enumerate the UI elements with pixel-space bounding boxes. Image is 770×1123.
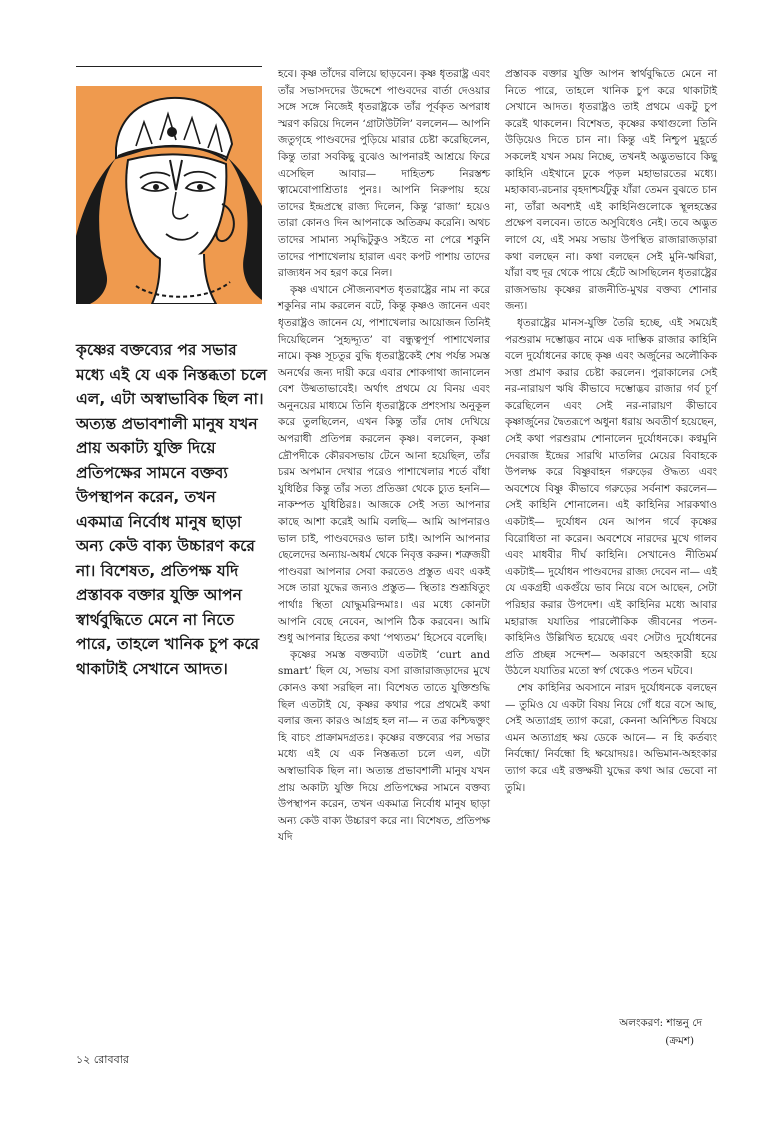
crown-jewel [167,127,177,137]
krishna-illustration-art [76,86,262,304]
left-pupil [153,184,159,190]
page-folio: ১২ রোববার [76,1053,129,1066]
article-column-middle [278,66,490,846]
column2-paragraph-1: হবে। কৃষ্ণ তাঁদের বলিয়ে ছাড়বেন। কৃষ্ণ ধৃতরাষ্ট্র এবং তাঁর সভাসদদের উদ্দেশে পাণ্ডবদের বার্তা দেওয়ার সঙ্গে সঙ্গে নিজেই ধৃতরাষ্ট্রকে তাঁর পূর্বকৃত অপরাধ স্মরণ করিয়ে দিলেন ‘গ্রাটাউটলি’ বললেন— আপনি জতুগৃহে পাণ্ডবদের পুড়িয়ে মারার চেষ্টা করেছিলেন, কিন্তু তারা সবকিছু বুঝেও আপনারই আশ্রয়ে ফিরে এসেছিল আবার— দাহিতশ্চ নিরস্তশ্চ ত্বামেবোপাশ্রিতাঃ পুনঃ। আপনি নিরুপায় হয়ে তাদের ইন্দ্রপ্রস্থে রাজ্য দিলেন, কিন্তু ‘রাজা’ হয়েও তারা কোনও দিন আপনাকে অতিক্রম করেনি। অথচ তাদের সামান্য সমৃদ্ধিটুকুও সইতে না পেরে শকুনি তাদের পাশাখেলায় হারাল এবং কপট পাশায় তাদের রাজ্যধন সব হরণ করে নিল। [278,68,490,280]
continued-label: (ক্রমশ) [665,1035,694,1047]
column3-paragraph-1: প্রস্তাবক বক্তার যুক্তি আপন স্বার্থবুদ্ধিতে মেনে না নিতে পারে, তাহলে খানিক চুপ করে থাকাটাই সেখানে আদত। ধৃতরাষ্ট্রও তাই প্রথমে একটু চুপ করেই থাকলেন। বিশেষত, কৃষ্ণের কথাগুলো তিনি উড়িয়েও দিতে চান না। কিন্তু এই নিশ্চুপ মুহূর্তে সকলেই যখন সময় নিচ্ছে, তখনই অদ্ভুতভাবে কিছু কাহিনি এইখানে ঢুকে পড়ল মহাভারতের মধ্যে। মহাকাব্য-রচনার বৃহদাশ্চর্যটুকু যাঁরা তেমন বুঝতে চান না, তাঁরা অবশ্যই এই কাহিনিগুলোকে স্থূলহস্তের প্রক্ষেপ বলবেন। তাতে অসুবিধেও নেই। তবে অদ্ভুত লাগে যে, এই সময় সভায় উপস্থিত রাজারাজড়ারা কথা বলছেন না। কথা বলছেন সেই মুনি-ঋষিরা, যাঁরা বহু দূর থেকে পায়ে হেঁটে আসছিলেন ধৃতরাষ্ট্রের রাজসভায় কৃষ্ণের রাজনীতি-মুখর বক্তব্য শোনার জন্য। [505,68,717,313]
krishna-illustration [76,86,262,304]
column2-paragraph-2: কৃষ্ণ এখানে সৌজন্যবশত ধৃতরাষ্ট্রের নাম না করে শকুনির নাম করলেন বটে, কিন্তু কৃষ্ণও জানেন এবং ধৃতরাষ্ট্রও জানেন যে, পাশাখেলার আয়োজন তিনিই দিয়েছিলেন ‘সুহৃদ্দ্যূত’ বা বন্ধুত্বপূর্ণ পাশাখেলার নামে। কৃষ্ণ সূচতুর বুদ্ধি ধৃতরাষ্ট্রকেই শেষ পর্যন্ত সমস্ত অনর্থের জন্য দায়ী করে এবার শোকগাথা জানালেন বেশ উষ্মতাভাবেই। অর্থাৎ প্রথমে যে বিনয় এবং অনুনয়ের মাধ্যমে তিনি ধৃতরাষ্ট্রকে প্রশংসায় অনুকূল করে তুলছিলেন, এখন কিন্তু তাঁর দোষ দেখিয়ে অপরাধী প্রতিপন্ন করলেন কৃষ্ণ। বললেন, কৃষ্ণা দ্রৌপদীকে কৌরবসভায় টেনে আনা হয়েছিল, তাঁর চরম অপমান দেখার পরেও পাশাখেলার শর্তে বাঁধা যুধিষ্ঠির কিন্তু তাঁর সত্য প্রতিজ্ঞা থেকে চ্যুত হননি— নাকম্পত যুধিষ্ঠিরঃ। আজকে সেই সত্য আপনার কাছে আশা করেই আমি বলছি— আমি আপনারও ভাল চাই, পাণ্ডবদেরও ভাল চাই। আপনি আপনার ছেলেদের অন্যায়-অধর্ম থেকে নিবৃত্ত করুন। শত্রুজয়ী পাণ্ডবরা আপনার সেবা করতেও প্রস্তুত এবং একই সঙ্গে তারা যুদ্ধের জন্যও প্রস্তুত— স্থিতাঃ শুশ্রূষিতুং পার্থাঃ স্থিতা যোদ্ধুমরিন্দমাঃ। এর মধ্যে কোনটা আপনি বেছে নেবেন, আপনি ঠিক করবেন। আমি শুধু আপনার হিতের কথা ‘পথ্যতম’ হিসেবে বলেছি। [278,283,490,645]
column3-paragraph-2: ধৃতরাষ্ট্রের মানস-যুক্তি তৈরি হচ্ছে, এই সময়েই পরশুরাম দম্ভোদ্ভব নামে এক দাম্ভিক রাজার কাহিনি বলে দুর্যোধনের কাছে কৃষ্ণ এবং অর্জুনের অলৌকিক সত্তা প্রমাণ করার চেষ্টা করলেন। পুরাকালের সেই নর-নারায়ণ ঋষি কীভাবে দম্ভোদ্ভব রাজার গর্ব চূর্ণ করেছিলেন এবং সেই নর-নারায়ণ কীভাবে কৃষ্ণার্জুনের দ্বৈতরূপে অধুনা ধরায় অবতীর্ণ হয়েছেন, সেই কথা পরশুরাম শোনালেন দুর্যোধনকে। কণ্বমুনি দেবরাজ ইন্দ্রের সারথি মাতলির মেয়ের বিবাহকে উপলক্ষ করে বিষ্ণুবাহন গরুড়ের ঔদ্ধত্য এবং অবশেষে বিষ্ণু কীভাবে গরুড়ের সর্বনাশ করলেন— সেই কাহিনি শোনালেন। এই কাহিনির সারকথাও একটাই— দুর্যোধন যেন আপন গর্বে কৃষ্ণের বিরোধিতা না করেন। অবশেষে নারদের মুখে গালব এবং মাধবীর দীর্ঘ কাহিনি। সেখানেও নীতিমর্ম একটাই— দুর্যোধন পাণ্ডবদের রাজ্য দেবেন না— এই যে একগ্রহী একগুঁয়ে ভাব নিয়ে বসে আছেন, সেটা পরিহার করার উপদেশ। এই কাহিনির মধ্যে আবার মহারাজ যযাতির পারলৌকিক জীবনের পতন-কাহিনিও উল্লিখিত হয়েছে এবং সেটাও দুর্যোধনের প্রতি প্রচ্ছন্ন সন্দেশ— অকারণে অহংকারী হয়ে উঠলে যযাতির মতো স্বর্গ থেকেও পতন ঘটবে। [505,316,717,678]
column3-paragraph-3: শেষ কাহিনির অবসানে নারদ দুর্যোধনকে বলছেন— তুমিও যে একটা বিষয় নিয়ে গোঁ ধরে বসে আছ, সেই অত্যাগ্রহ ত্যাগ করো, কেননা অনিশ্চিত বিষয়ে এমন অত্যাগ্রহ ক্ষয় ডেকে আনে— ন হি কর্তব্যং নির্বন্ধো/ নির্বন্ধো হি ক্ষয়োদয়ঃ। অভিমান-অহংকার ত্যাগ করে এই রক্তক্ষয়ী যুদ্ধের কথা আর ভেবো না তুমি। [505,681,717,794]
column2-paragraph-3: কৃষ্ণের সমস্ত বক্তব্যটা এতটাই ‘curt and smart’ ছিল যে, সভায় বসা রাজারাজড়াদের মুখে কোনও কথা সরছিল না। বিশেষত তাতে যুক্তিশুদ্ধি ছিল এতটাই যে, কৃষ্ণর কথার পরে প্রথমেই কথা বলার জন্য কারও আগ্রহ হল না— ন তত্র কশ্চিদ্বক্তুং হি বাচং প্রাক্রামদগ্রতঃ। কৃষ্ণের বক্তব্যের পর সভার মধ্যে এই যে এক নিস্তব্ধতা চলে এল, এটা অস্বাভাবিক ছিল না। অত্যন্ত প্রভাবশালী মানুষ যখন প্রায় অকাট্য যুক্তি দিয়ে প্রতিপক্ষের সামনে বক্তব্য উপস্থাপন করেন, তখন একমাত্র নির্বোধ মানুষ ছাড়া অন্য কেউ বাক্য উচ্চারণ করে না। বিশেষত, প্রতিপক্ষ যদি [278,648,490,844]
right-pupil [197,184,203,190]
article-column-right [505,66,717,796]
top-rule [76,66,262,67]
illustration-credit: অলংকরণ: শান্তনু দে [619,1017,702,1029]
pull-quote: কৃষ্ণের বক্তব্যের পর সভার মধ্যে এই যে এক নিস্তব্ধতা চলে এল, এটা অস্বাভাবিক ছিল না। অত্যন্ত প্রভাবশালী মানুষ যখন প্রায় অকাট্য যুক্তি দিয়ে প্রতিপক্ষের সামনে বক্তব্য উপস্থাপন করেন, তখন একমাত্র নির্বোধ মানুষ ছাড়া অন্য কেউ বাক্য উচ্চারণ করে না। বিশেষত, প্রতিপক্ষ যদি প্রস্তাবক বক্তার যুক্তি আপন স্বার্থবুদ্ধিতে মেনে না নিতে পারে, তাহলে খানিক চুপ করে থাকাটাই সেখানে আদত। [76,341,267,678]
